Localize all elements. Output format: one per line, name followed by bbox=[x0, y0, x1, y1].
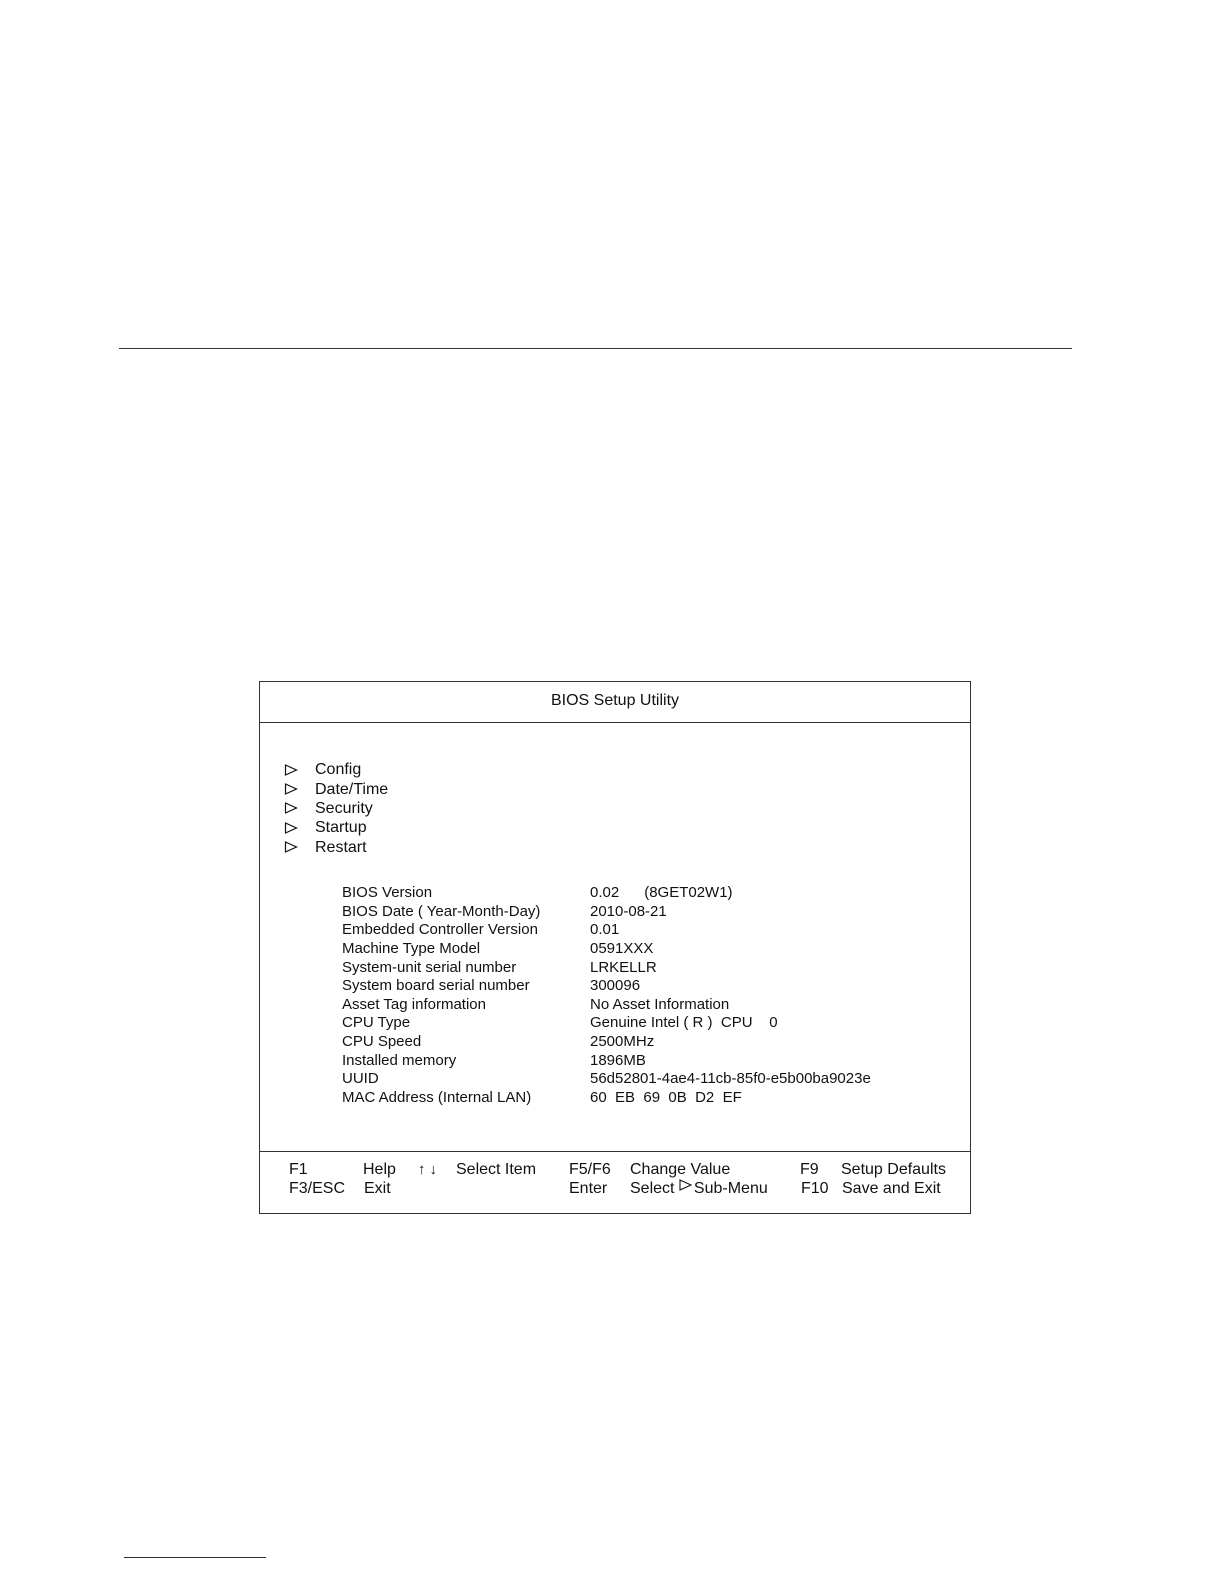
footer-row-2 bbox=[260, 1179, 970, 1199]
enter-action-suffix: Sub-Menu bbox=[693, 1180, 768, 1197]
info-value: No Asset Information bbox=[590, 995, 730, 1013]
f9-action-label: Setup Defaults bbox=[841, 1161, 946, 1178]
enter-action-prefix: Select bbox=[630, 1180, 675, 1197]
up-down-arrows-icon: ↑↓ bbox=[418, 1161, 441, 1178]
arrows-action-label: Select Item bbox=[456, 1161, 537, 1178]
info-label: UUID bbox=[342, 1070, 379, 1088]
info-value: LRKELLR bbox=[590, 958, 657, 976]
footer-row-1 bbox=[260, 1160, 970, 1180]
bottom-footnote-rule bbox=[124, 1557, 266, 1558]
bios-title-bar bbox=[260, 682, 970, 723]
triangle-right-icon bbox=[284, 782, 298, 796]
info-value: Genuine Intel ( R ) CPU 0 bbox=[590, 1014, 778, 1032]
info-value: 56d52801-4ae4-11cb-85f0-e5b00ba9023e bbox=[590, 1070, 871, 1088]
bios-title: BIOS Setup Utility bbox=[550, 692, 680, 709]
f1-key-label: F1 bbox=[289, 1161, 308, 1178]
menu-item-config[interactable] bbox=[284, 760, 388, 779]
triangle-right-icon bbox=[284, 840, 298, 854]
info-label: System-unit serial number bbox=[342, 958, 517, 976]
info-row-system-board-serial bbox=[342, 977, 871, 996]
key-help-footer bbox=[260, 1151, 970, 1213]
triangle-right-icon bbox=[679, 1177, 692, 1197]
enter-action-label bbox=[630, 1179, 768, 1199]
info-value: 1896MB bbox=[590, 1051, 646, 1069]
system-information-list bbox=[342, 884, 871, 1108]
menu-item-label: Security bbox=[315, 799, 373, 817]
menu-item-label: Restart bbox=[315, 838, 367, 856]
info-value: 60 EB 69 0B D2 EF bbox=[590, 1089, 742, 1107]
bios-main-menu bbox=[284, 760, 388, 857]
info-label: Installed memory bbox=[342, 1051, 457, 1069]
info-value: 0591XXX bbox=[590, 939, 654, 957]
info-value: 0.02 (8GET02W1) bbox=[590, 884, 733, 901]
info-label: Asset Tag information bbox=[342, 995, 486, 1013]
info-label: Machine Type Model bbox=[342, 939, 481, 957]
menu-item-label: Date/Time bbox=[315, 780, 389, 798]
info-value: 2010-08-21 bbox=[590, 902, 667, 920]
info-label: System board serial number bbox=[342, 977, 530, 995]
info-row-ec-version bbox=[342, 921, 871, 940]
info-label: CPU Type bbox=[342, 1014, 411, 1032]
info-label: BIOS Version bbox=[342, 884, 433, 901]
info-row-asset-tag bbox=[342, 996, 871, 1015]
info-row-machine-type bbox=[342, 940, 871, 959]
info-label: Embedded Controller Version bbox=[342, 921, 538, 939]
info-row-cpu-type bbox=[342, 1014, 871, 1033]
info-row-cpu-speed bbox=[342, 1033, 871, 1052]
f3-esc-key-label: F3/ESC bbox=[289, 1180, 346, 1197]
f3-action-label: Exit bbox=[364, 1180, 391, 1197]
info-value: 2500MHz bbox=[590, 1033, 655, 1051]
f5f6-key-label: F5/F6 bbox=[569, 1161, 611, 1178]
menu-item-label: Startup bbox=[315, 819, 367, 837]
triangle-right-icon bbox=[284, 821, 298, 835]
triangle-right-icon bbox=[284, 763, 298, 777]
menu-item-restart[interactable] bbox=[284, 838, 388, 857]
info-row-uuid bbox=[342, 1070, 871, 1089]
f10-key-label: F10 bbox=[801, 1180, 829, 1197]
info-row-bios-date bbox=[342, 903, 871, 922]
menu-item-label: Config bbox=[315, 761, 362, 779]
menu-item-startup[interactable] bbox=[284, 818, 388, 837]
info-row-mac-address bbox=[342, 1089, 871, 1108]
info-value: 0.01 bbox=[590, 921, 620, 939]
enter-key-label: Enter bbox=[569, 1180, 608, 1197]
f9-key-label: F9 bbox=[800, 1161, 819, 1178]
info-row-installed-memory bbox=[342, 1052, 871, 1071]
info-row-system-unit-serial bbox=[342, 959, 871, 978]
info-row-bios-version bbox=[342, 884, 871, 903]
menu-item-date-time[interactable] bbox=[284, 779, 388, 798]
info-value: 300096 bbox=[590, 977, 641, 995]
f10-action-label: Save and Exit bbox=[842, 1180, 941, 1197]
top-horizontal-rule bbox=[119, 348, 1072, 349]
info-label: CPU Speed bbox=[342, 1033, 422, 1051]
triangle-right-icon bbox=[284, 801, 298, 815]
f1-action-label: Help bbox=[363, 1161, 396, 1178]
info-label: BIOS Date ( Year-Month-Day) bbox=[342, 902, 541, 920]
f5f6-action-label: Change Value bbox=[630, 1161, 731, 1178]
menu-item-security[interactable] bbox=[284, 799, 388, 818]
info-label: MAC Address (Internal LAN) bbox=[342, 1089, 532, 1107]
bios-setup-screen bbox=[259, 681, 971, 1214]
